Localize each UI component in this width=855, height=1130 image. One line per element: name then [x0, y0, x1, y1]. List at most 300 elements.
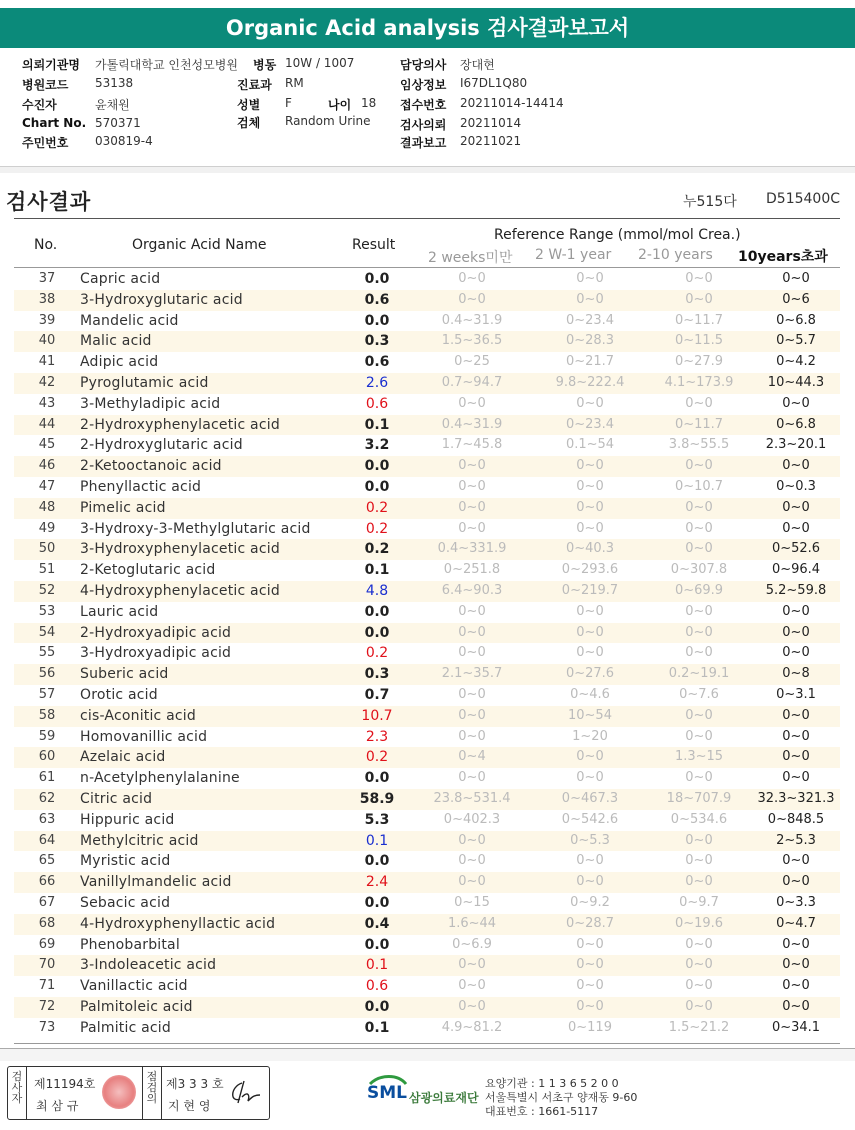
range-2w-1y: 0~9.2	[570, 894, 610, 910]
row-number: 56	[38, 666, 56, 682]
doctor-label: 담당의사	[400, 58, 447, 72]
table-row	[14, 727, 840, 748]
acid-name: Myristic acid	[80, 853, 171, 870]
range-2-10y: 0~0	[685, 520, 713, 536]
range-over-10y: 2.3~20.1	[765, 437, 827, 453]
range-2w-1y: 0~23.4	[565, 416, 615, 432]
reviewer-name: 지 현 영	[168, 1099, 211, 1113]
range-2w-1y: 0~0	[576, 936, 604, 952]
acid-name: Hippuric acid	[80, 811, 175, 828]
result-value: 2.4	[365, 874, 389, 891]
result-value: 0.6	[364, 291, 390, 308]
sex-label: 성별	[237, 98, 261, 112]
result-value: 10.7	[361, 707, 393, 724]
range-under-2-weeks: 0~0	[458, 832, 486, 848]
table-row	[14, 602, 840, 623]
range-over-10y: 0~34.1	[771, 1019, 821, 1035]
range-over-10y: 0~0	[782, 853, 810, 869]
header-reference: Reference Range (mmol/mol Crea.)	[494, 227, 741, 243]
range-over-10y: 5.2~59.8	[765, 582, 827, 598]
range-2-10y: 0~9.7	[679, 894, 719, 910]
acid-name: Methylcitric acid	[80, 832, 199, 849]
range-over-10y: 0~6.8	[776, 312, 816, 328]
chart-value: 570371	[95, 116, 141, 130]
table-row	[14, 914, 840, 935]
row-number: 37	[38, 271, 56, 286]
range-under-2-weeks: 0~0	[458, 686, 486, 702]
header-no: No.	[34, 237, 58, 253]
range-over-10y: 0~0	[782, 978, 810, 994]
result-value: 0.2	[364, 541, 390, 558]
range-2-10y: 0~7.6	[679, 686, 719, 702]
insurance-code: 누515다	[683, 194, 737, 210]
receipt-value: 20211014-14414	[460, 96, 564, 110]
row-number: 46	[38, 458, 56, 474]
result-value: 4.8	[365, 582, 389, 599]
range-over-10y: 0~4.2	[776, 354, 816, 370]
range-over-10y: 2~5.3	[776, 832, 816, 848]
range-2-10y: 0.2~19.1	[668, 666, 730, 682]
report-label: 결과보고	[400, 136, 447, 150]
result-value: 0.4	[364, 915, 390, 932]
header-range-1: 2 weeks미만	[428, 250, 513, 266]
range-under-2-weeks: 0.4~31.9	[441, 312, 503, 328]
range-over-10y: 0~0	[782, 395, 810, 411]
header-range-3: 2-10 years	[638, 247, 713, 263]
header-range-4: 10years초과	[738, 249, 828, 265]
range-over-10y: 0~52.6	[771, 541, 821, 557]
result-value: 0.0	[364, 770, 390, 787]
table-row	[14, 851, 840, 872]
dept-label: 진료과	[237, 78, 272, 92]
row-number: 51	[38, 562, 56, 578]
row-number: 72	[38, 998, 56, 1014]
header-name: Organic Acid Name	[132, 237, 267, 253]
range-2w-1y: 0~0	[576, 853, 604, 869]
result-value: 0.0	[364, 458, 390, 475]
section-title: 검사결과	[6, 190, 92, 214]
table-row	[14, 997, 840, 1018]
range-2w-1y: 0~0	[576, 749, 604, 765]
table-header-rule	[14, 267, 840, 268]
range-2-10y: 0~0	[685, 936, 713, 952]
range-under-2-weeks: 0~6.9	[452, 936, 492, 952]
range-under-2-weeks: 0~0	[458, 770, 486, 786]
range-2w-1y: 0~467.3	[561, 790, 619, 806]
table-row	[14, 519, 840, 540]
table-row	[14, 394, 840, 415]
row-number: 66	[38, 874, 56, 890]
range-under-2-weeks: 0~0	[458, 853, 486, 869]
age-label: 나이	[328, 98, 352, 112]
range-under-2-weeks: 0~0	[458, 395, 486, 411]
range-2-10y: 0~0	[685, 499, 713, 515]
result-value: 0.3	[364, 666, 390, 683]
range-under-2-weeks: 0~0	[458, 707, 486, 723]
range-2-10y: 0~27.9	[674, 354, 724, 370]
range-2w-1y: 0~0	[576, 458, 604, 474]
range-under-2-weeks: 0~0	[458, 458, 486, 474]
row-number: 45	[38, 437, 56, 453]
table-row	[14, 789, 840, 810]
range-under-2-weeks: 0~15	[454, 894, 490, 910]
acid-name: n-Acetylphenylalanine	[80, 770, 240, 787]
range-2-10y: 0~0	[685, 624, 713, 640]
range-2w-1y: 0~0	[576, 874, 604, 890]
range-2-10y: 0~0	[685, 978, 713, 994]
result-value: 0.6	[365, 978, 389, 995]
footer-band	[0, 1049, 855, 1061]
examiner-name: 최 삼 규	[36, 1099, 79, 1113]
range-2-10y: 0~0	[685, 645, 713, 661]
table-row	[14, 955, 840, 976]
range-2w-1y: 0~23.4	[565, 312, 615, 328]
acid-name: Capric acid	[80, 271, 161, 287]
result-value: 2.6	[365, 374, 389, 391]
range-over-10y: 0~0	[782, 749, 810, 765]
report-value: 20211021	[460, 134, 522, 148]
acid-name: 2-Ketoglutaric acid	[80, 562, 216, 579]
result-value: 0.0	[364, 936, 390, 953]
result-value: 0.1	[364, 1019, 390, 1036]
range-2w-1y: 0~0	[576, 291, 604, 307]
hospital-code-label: 병원코드	[22, 78, 69, 92]
range-2-10y: 0~0	[685, 291, 713, 307]
range-2w-1y: 0~0	[576, 957, 604, 973]
range-over-10y: 0~0.3	[776, 478, 816, 494]
range-2w-1y: 0~0	[576, 998, 604, 1014]
row-number: 73	[38, 1019, 56, 1035]
stamp-divider	[142, 1067, 143, 1119]
table-row	[14, 685, 840, 706]
range-2w-1y: 0~5.3	[570, 832, 610, 848]
row-number: 57	[38, 686, 56, 702]
header-range-2: 2 W-1 year	[535, 247, 612, 263]
acid-name: 2-Hydroxyadipic acid	[80, 624, 232, 641]
range-2-10y: 0~0	[685, 957, 713, 973]
acid-name: Azelaic acid	[80, 749, 166, 766]
examinee-value: 윤채원	[95, 98, 130, 112]
reviewer-number: 제3 3 3 호	[166, 1077, 224, 1091]
org-name: 삼광의료재단	[409, 1091, 479, 1105]
range-2w-1y: 0~219.7	[561, 582, 619, 598]
range-2-10y: 0~10.7	[674, 478, 724, 494]
row-number: 61	[38, 770, 56, 786]
range-2w-1y: 0~293.6	[561, 562, 619, 578]
range-under-2-weeks: 0~4	[458, 749, 486, 765]
row-number: 44	[38, 416, 56, 432]
chart-label: Chart No.	[22, 116, 87, 130]
row-number: 42	[38, 374, 56, 390]
table-row	[14, 872, 840, 893]
acid-name: 3-Hydroxy-3-Methylglutaric acid	[80, 520, 311, 537]
acid-name: Vanillylmandelic acid	[80, 874, 232, 891]
range-2-10y: 0~11.7	[674, 416, 724, 432]
age-value: 18	[361, 96, 377, 110]
acid-name: Palmitic acid	[80, 1019, 171, 1036]
specimen-label: 검체	[237, 116, 261, 130]
institution-label: 의뢰기관명	[22, 58, 80, 72]
row-number: 43	[38, 395, 56, 411]
range-2-10y: 0~0	[685, 541, 713, 557]
range-under-2-weeks: 0~0	[458, 978, 486, 994]
range-over-10y: 0~0	[782, 603, 810, 619]
acid-name: 2-Ketooctanoic acid	[80, 458, 222, 475]
ward-value: 10W / 1007	[285, 56, 355, 70]
institution-value: 가톨릭대학교 인천성모병원	[95, 58, 238, 72]
range-under-2-weeks: 1.7~45.8	[441, 437, 503, 453]
acid-name: 4-Hydroxyphenyllactic acid	[80, 915, 276, 932]
result-value: 0.0	[364, 894, 390, 911]
row-number: 65	[38, 853, 56, 869]
acid-name: 2-Hydroxyphenylacetic acid	[80, 416, 280, 433]
acid-name: Palmitoleic acid	[80, 998, 193, 1015]
table-row	[14, 498, 840, 519]
range-2-10y: 0~0	[685, 832, 713, 848]
result-value: 0.6	[365, 395, 389, 412]
range-under-2-weeks: 0.7~94.7	[441, 374, 503, 390]
row-number: 62	[38, 790, 56, 806]
result-value: 0.2	[365, 499, 389, 516]
result-value: 0.2	[365, 749, 389, 766]
receipt-label: 접수번호	[400, 98, 447, 112]
acid-name: Malic acid	[80, 333, 152, 350]
range-over-10y: 0~0	[782, 874, 810, 890]
range-2w-1y: 0~27.6	[565, 666, 615, 682]
table-row	[14, 810, 840, 831]
row-number: 50	[38, 541, 56, 557]
ward-label: 병동	[253, 58, 277, 72]
range-under-2-weeks: 6.4~90.3	[441, 582, 503, 598]
range-under-2-weeks: 0~0	[458, 291, 486, 307]
org-phone: 대표번호 : 1661-5117	[485, 1105, 599, 1118]
table-row	[14, 664, 840, 685]
range-2w-1y: 0~0	[576, 478, 604, 494]
result-value: 0.1	[365, 832, 389, 849]
range-over-10y: 0~0	[782, 998, 810, 1014]
range-2w-1y: 0~542.6	[561, 811, 619, 827]
doctor-value: 장대현	[460, 58, 495, 72]
row-number: 55	[38, 645, 56, 661]
range-over-10y: 0~3.1	[776, 686, 816, 702]
range-under-2-weeks: 0.4~31.9	[441, 416, 503, 432]
divider-band	[0, 167, 855, 173]
acid-name: Adipic acid	[80, 354, 159, 371]
id-label: 주민번호	[22, 136, 69, 150]
range-under-2-weeks: 1.6~44	[447, 915, 497, 931]
table-row	[14, 352, 840, 373]
range-over-10y: 0~0	[782, 499, 810, 515]
range-2w-1y: 9.8~222.4	[555, 374, 625, 390]
row-number: 54	[38, 624, 56, 640]
range-2w-1y: 10~54	[568, 707, 612, 723]
range-under-2-weeks: 23.8~531.4	[433, 790, 511, 806]
range-over-10y: 0~0	[782, 936, 810, 952]
signature-icon	[226, 1073, 266, 1111]
range-under-2-weeks: 0~25	[454, 354, 490, 370]
acid-name: Homovanillic acid	[80, 728, 208, 745]
table-row	[14, 415, 840, 436]
table-top-rule	[14, 218, 840, 219]
acid-name: Phenyllactic acid	[80, 478, 202, 495]
table-row	[14, 893, 840, 914]
table-row	[14, 706, 840, 727]
org-address: 서울특별시 서초구 양재동 9-60	[485, 1091, 638, 1104]
row-number: 49	[38, 520, 56, 536]
range-2w-1y: 0~4.6	[570, 686, 610, 702]
acid-name: 3-Methyladipic acid	[80, 395, 221, 412]
stamp-divider	[26, 1067, 27, 1119]
range-over-10y: 0~0	[782, 271, 810, 286]
hospital-code-value: 53138	[95, 76, 134, 90]
range-under-2-weeks: 0~0	[458, 998, 486, 1014]
range-2-10y: 1.5~21.2	[668, 1019, 730, 1035]
row-number: 70	[38, 957, 56, 973]
acid-name: Orotic acid	[80, 686, 158, 703]
range-under-2-weeks: 2.1~35.7	[441, 666, 503, 682]
result-value: 0.7	[364, 686, 390, 703]
range-2-10y: 0~0	[685, 603, 713, 619]
range-2w-1y: 0~0	[576, 645, 604, 661]
result-value: 3.2	[364, 437, 390, 454]
acid-name: Vanillactic acid	[80, 978, 188, 995]
table-row	[14, 976, 840, 997]
range-2-10y: 0~11.7	[674, 312, 724, 328]
result-value: 0.0	[364, 998, 390, 1015]
range-2w-1y: 0~0	[576, 520, 604, 536]
range-over-10y: 0~96.4	[771, 562, 821, 578]
range-over-10y: 0~0	[782, 707, 810, 723]
acid-name: cis-Aconitic acid	[80, 707, 196, 724]
logo-text: SML	[367, 1083, 407, 1103]
range-2w-1y: 1~20	[572, 728, 608, 744]
table-bottom-rule	[14, 1043, 840, 1044]
table-row	[14, 643, 840, 664]
table-row	[14, 269, 840, 290]
specimen-value: Random Urine	[285, 114, 371, 128]
row-number: 68	[38, 915, 56, 931]
range-under-2-weeks: 0~0	[458, 728, 486, 744]
range-over-10y: 0~6.8	[776, 416, 816, 432]
result-value: 0.3	[364, 333, 390, 350]
range-over-10y: 0~0	[782, 645, 810, 661]
range-over-10y: 0~6	[782, 291, 810, 307]
acid-name: Pimelic acid	[80, 499, 166, 516]
range-under-2-weeks: 4.9~81.2	[441, 1019, 503, 1035]
range-under-2-weeks: 0.4~331.9	[437, 541, 507, 557]
result-value: 0.0	[364, 853, 390, 870]
range-2-10y: 0~307.8	[670, 562, 728, 578]
result-value: 0.2	[365, 645, 389, 662]
range-over-10y: 10~44.3	[767, 374, 825, 390]
acid-name: Lauric acid	[80, 603, 159, 620]
range-over-10y: 0~0	[782, 624, 810, 640]
table-row	[14, 623, 840, 644]
range-over-10y: 0~5.7	[776, 333, 816, 349]
seal-stamp-icon	[102, 1075, 136, 1109]
range-2-10y: 3.8~55.5	[668, 437, 730, 453]
examiner-label: 검사자	[11, 1070, 23, 1105]
range-under-2-weeks: 0~402.3	[443, 811, 501, 827]
acid-name: 4-Hydroxyphenylacetic acid	[80, 582, 280, 599]
table-row	[14, 290, 840, 311]
range-2-10y: 0~0	[685, 853, 713, 869]
results-table	[14, 269, 840, 1038]
range-over-10y: 0~8	[782, 666, 810, 682]
result-value: 5.3	[364, 811, 390, 828]
header-result: Result	[352, 237, 396, 253]
range-over-10y: 0~0	[782, 520, 810, 536]
range-over-10y: 0~848.5	[767, 811, 825, 827]
range-under-2-weeks: 0~0	[458, 603, 486, 619]
row-number: 60	[38, 749, 56, 765]
table-row	[14, 560, 840, 581]
examiner-number: 제11194호	[34, 1077, 96, 1091]
range-under-2-weeks: 0~0	[458, 874, 486, 890]
range-over-10y: 0~0	[782, 458, 810, 474]
row-number: 48	[38, 499, 56, 515]
row-number: 58	[38, 707, 56, 723]
acid-name: 3-Hydroxyphenylacetic acid	[80, 541, 280, 558]
range-under-2-weeks: 0~251.8	[443, 562, 501, 578]
table-row	[14, 747, 840, 768]
table-row	[14, 935, 840, 956]
range-under-2-weeks: 1.5~36.5	[441, 333, 503, 349]
row-number: 39	[38, 312, 56, 328]
request-label: 검사의뢰	[400, 118, 447, 132]
table-row	[14, 373, 840, 394]
table-row	[14, 581, 840, 602]
range-2w-1y: 0~0	[576, 770, 604, 786]
acid-name: Sebacic acid	[80, 894, 171, 911]
acid-name: 3-Hydroxyglutaric acid	[80, 291, 243, 308]
range-2-10y: 0~69.9	[674, 582, 724, 598]
result-value: 0.1	[365, 957, 389, 974]
request-value: 20211014	[460, 116, 522, 130]
signature-box	[7, 1066, 270, 1120]
range-2-10y: 4.1~173.9	[664, 374, 734, 390]
clinical-label: 임상정보	[400, 78, 447, 92]
clinical-value: I67DL1Q80	[460, 76, 528, 90]
result-value: 2.3	[365, 728, 389, 745]
range-2w-1y: 0~28.7	[565, 915, 615, 931]
row-number: 64	[38, 832, 56, 848]
range-2w-1y: 0~21.7	[565, 354, 615, 370]
table-row	[14, 311, 840, 332]
range-2-10y: 0~0	[685, 707, 713, 723]
row-number: 59	[38, 728, 56, 744]
range-2-10y: 0~0	[685, 395, 713, 411]
id-value: 030819-4	[95, 134, 153, 148]
row-number: 52	[38, 582, 56, 598]
range-2-10y: 0~0	[685, 271, 713, 286]
result-value: 58.9	[359, 790, 395, 807]
result-value: 0.0	[364, 603, 390, 620]
range-2w-1y: 0~0	[576, 271, 604, 286]
range-2w-1y: 0~0	[576, 603, 604, 619]
report-title: Organic Acid analysis 검사결과보고서	[0, 8, 855, 48]
range-2-10y: 0~0	[685, 458, 713, 474]
row-number: 41	[38, 354, 56, 370]
dept-value: RM	[285, 76, 304, 90]
examinee-label: 수진자	[22, 98, 57, 112]
stamp-divider	[161, 1067, 162, 1119]
acid-name: Pyroglutamic acid	[80, 374, 209, 391]
table-row	[14, 331, 840, 352]
table-row	[14, 831, 840, 852]
result-value: 0.1	[364, 416, 390, 433]
range-under-2-weeks: 0~0	[458, 271, 486, 286]
